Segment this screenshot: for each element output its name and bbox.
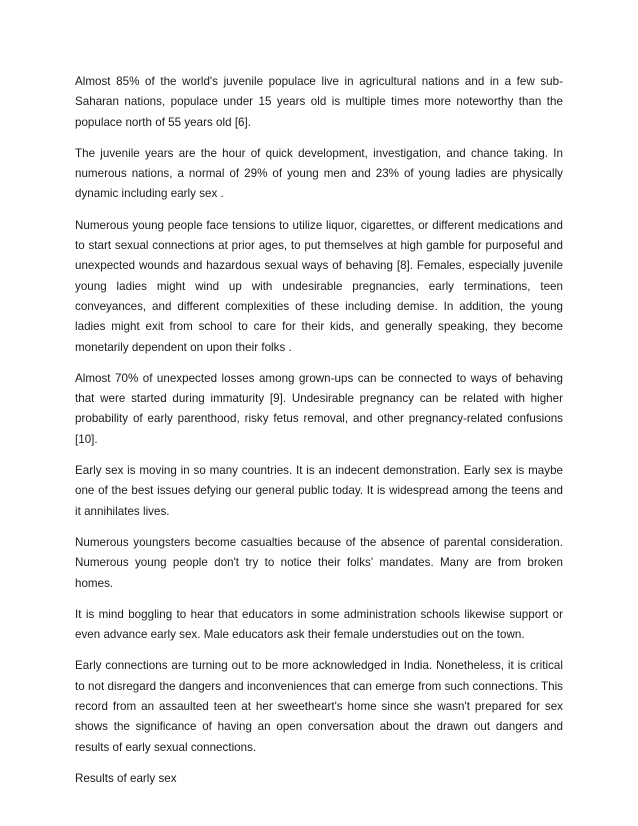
paragraph-2: The juvenile years are the hour of quick development, investigation, and chance taking. In numerous nations, a normal of 29% of young men and 23% of young ladies are physically dynamic including early sex . [75, 146, 563, 201]
document-body [75, 72, 563, 800]
paragraph-6: Numerous youngsters become casualties because of the absence of parental consideration. Numerous young people don't try to notice their folks' mandates. Many are from broken homes. [75, 535, 563, 590]
paragraph-4: Almost 70% of unexpected losses among grown-ups can be connected to ways of behaving that were started during immaturity [9]. Undesirable pregnancy can be related with higher probability of early parenthood, risky fetus removal, and other pregnancy-related confusions [10]. [75, 371, 563, 446]
paragraph-5: Early sex is moving in so many countries. It is an indecent demonstration. Early sex is maybe one of the best issues defying our general public today. It is widespread among the teens and it annihilates lives. [75, 464, 563, 518]
paragraph-8: Early connections are turning out to be more acknowledged in India. Nonetheless, it is critical to not disregard the dangers and inconveniences that can emerge from such connections. This record from an assaulted teen at her sweetheart's home since she wasn't prepared for sex shows the significance of having an open conversation about the drawn out dangers and results of early sexual connections. [75, 659, 563, 754]
section-heading-results: Results of early sex [75, 771, 177, 785]
paragraph-3: Numerous young people face tensions to utilize liquor, cigarettes, or different medications and to start sexual connections at prior ages, to put themselves at high gamble for purposeful and unexpected wounds and hazardous sexual ways of behaving [8]. Females, especially juvenile young ladies might wind up with undesirable pregnancies, early terminations, teen conveyances, and different complexities of these including demise. In addition, the young ladies might exit from school to care for their kids, and generally speaking, they become monetarily dependent on upon their folks . [75, 218, 563, 354]
paragraph-7: It is mind boggling to hear that educators in some administration schools likewise support or even advance early sex. Male educators ask their female understudies out on the town. [75, 607, 563, 642]
paragraph-1: Almost 85% of the world's juvenile populace live in agricultural nations and in a few sub-Saharan nations, populace under 15 years old is multiple times more noteworthy than the populace north of 55 years old [6]. [75, 75, 563, 129]
